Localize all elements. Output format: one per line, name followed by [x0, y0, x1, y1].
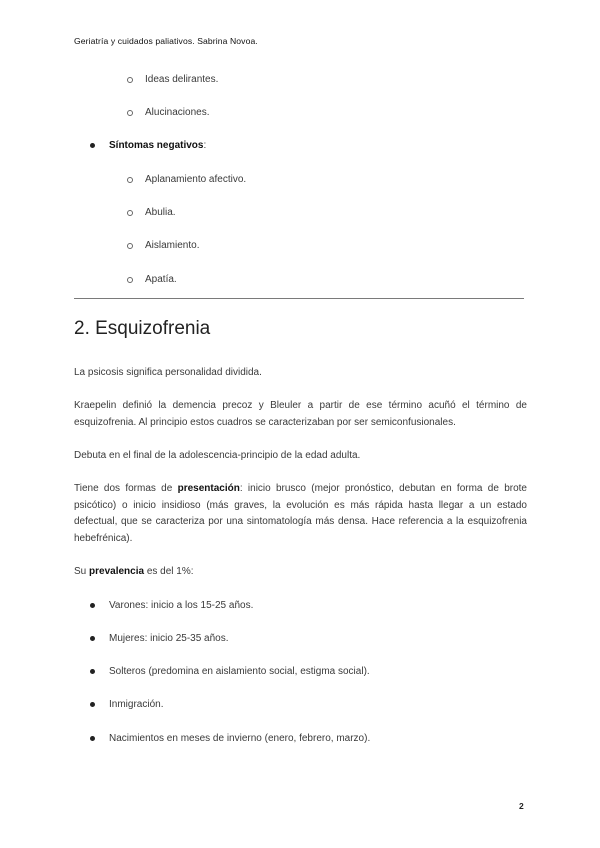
list-item-text: Nacimientos en meses de invierno (enero, febrero, marzo). [109, 733, 371, 744]
list-item-text: Aislamiento. [145, 240, 200, 251]
circle-bullet-icon [127, 110, 133, 116]
horizontal-divider [74, 298, 524, 299]
bullet-icon [90, 669, 95, 674]
circle-bullet-icon [127, 210, 133, 216]
list-item-text: Abulia. [145, 207, 176, 218]
bullet-icon [90, 603, 95, 608]
list-item-text: Mujeres: inicio 25-35 años. [109, 633, 229, 644]
page-number: 2 [519, 801, 524, 811]
bold-term: presentación [177, 483, 240, 494]
paragraph: La psicosis significa personalidad dividida. [74, 367, 262, 378]
bullet-icon [90, 702, 95, 707]
list-item-text: Inmigración. [109, 699, 164, 710]
list-item-text: Aplanamiento afectivo. [145, 174, 247, 185]
circle-bullet-icon [127, 77, 133, 83]
section-heading: 2. Esquizofrenia [74, 318, 211, 339]
negative-symptoms-colon: : [203, 140, 207, 151]
list-item [127, 207, 176, 218]
list-item [90, 699, 163, 710]
paragraph-text: Tiene dos formas de [74, 483, 178, 494]
list-item [127, 174, 246, 185]
list-item [127, 240, 199, 251]
list-item-text: Ideas delirantes. [145, 74, 219, 85]
bullet-icon [90, 143, 95, 148]
list-item-text: Varones: inicio a los 15-25 años. [109, 600, 254, 611]
circle-bullet-icon [127, 243, 133, 249]
list-item [127, 107, 209, 118]
list-item [90, 633, 229, 644]
paragraph [74, 481, 527, 547]
paragraph-text: Su [74, 566, 90, 577]
paragraph-text: es del 1%: [144, 566, 194, 577]
negative-symptoms-item [90, 140, 206, 151]
list-item [127, 274, 177, 285]
page-header: Geriatría y cuidados paliativos. Sabrina Novoa. [74, 36, 258, 46]
list-item-text: Alucinaciones. [145, 107, 210, 118]
list-item-text: Solteros (predomina en aislamiento social, estigma social). [109, 666, 370, 677]
bold-term: prevalencia [89, 566, 145, 577]
circle-bullet-icon [127, 277, 133, 283]
circle-bullet-icon [127, 177, 133, 183]
paragraph [74, 564, 527, 581]
list-item [90, 600, 253, 611]
paragraph: Debuta en el final de la adolescencia-principio de la edad adulta. [74, 450, 361, 461]
bullet-icon [90, 736, 95, 741]
list-item [127, 74, 218, 85]
list-item [90, 666, 370, 677]
paragraph-text: : inicio brusco (mejor pronóstico, debutan en forma de brote psicótico) o inicio insidioso (más graves, la evolución es más rápida hasta llegar a un estado defectual, que se caracteriza por una sintomatología más densa. Hace referencia a la esquizofrenia hebefrénica). [74, 483, 527, 544]
paragraph: Kraepelin definió la demencia precoz y Bleuler a partir de ese término acuñó el término de esquizofrenia. Al principio estos cuadros se caracterizaban por ser semiconfusionales. [74, 400, 527, 428]
negative-symptoms-label: Síntomas negativos [109, 140, 204, 151]
list-item [90, 733, 370, 744]
bullet-icon [90, 636, 95, 641]
list-item-text: Apatía. [145, 274, 177, 285]
